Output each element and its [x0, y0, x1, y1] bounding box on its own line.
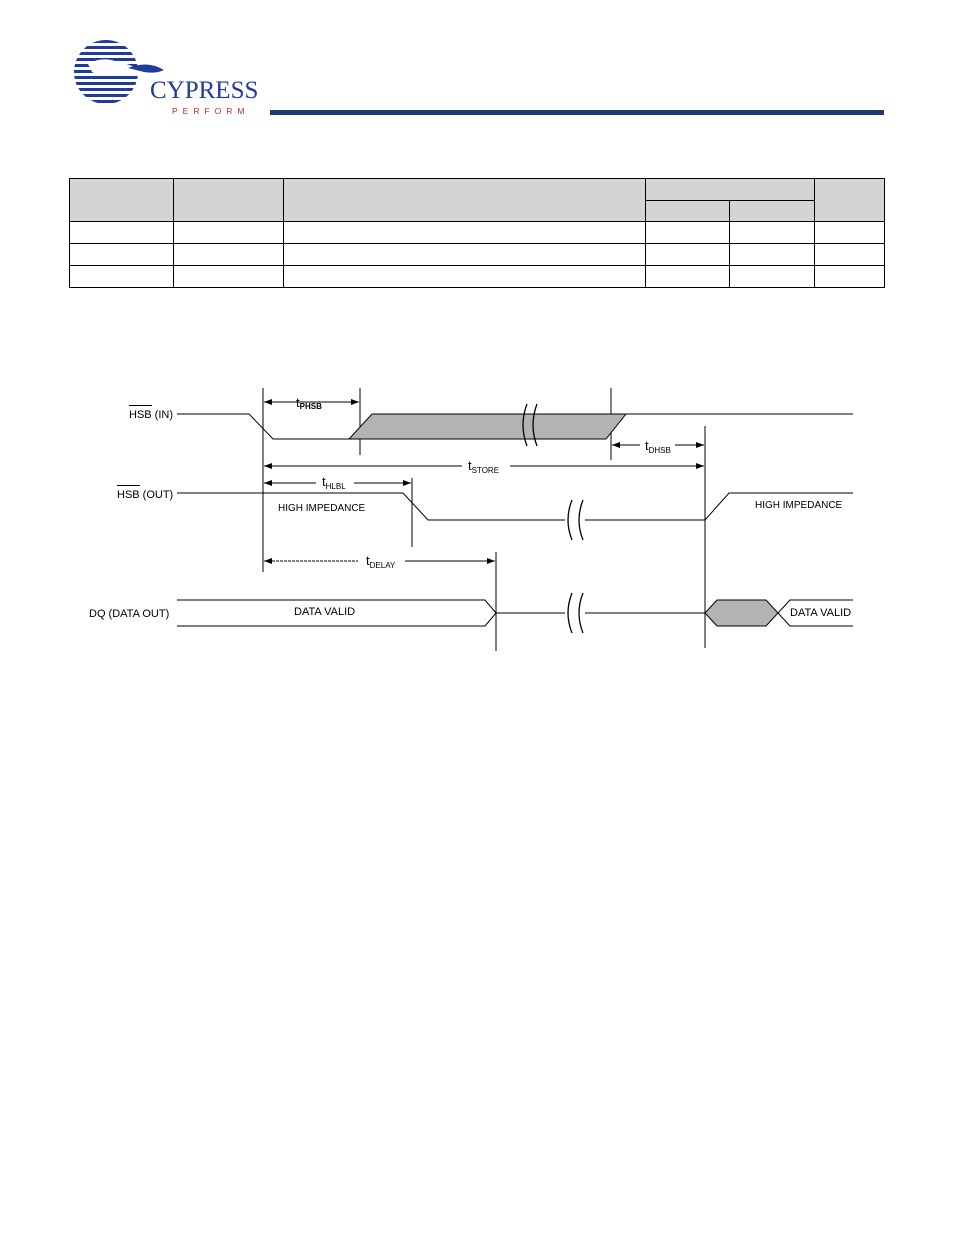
hsb-timing-diagram — [0, 370, 954, 670]
signal-label-dq: DQ (DATA OUT) — [89, 608, 170, 620]
table-row — [70, 244, 885, 266]
table-cell — [174, 266, 284, 288]
table-header-cell — [815, 179, 885, 222]
table-header-cell — [646, 201, 730, 222]
high-impedance-label: HIGH IMPEDANCE — [278, 503, 366, 514]
table-cell — [284, 266, 646, 288]
table-cell — [70, 222, 174, 244]
table-cell — [174, 244, 284, 266]
signal-label-hsb-out: HSB (OUT) — [117, 489, 174, 501]
table-row — [70, 266, 885, 288]
data-valid-label: DATA VALID — [294, 606, 356, 618]
table-header-cell — [284, 179, 646, 222]
signal-label-hsb-in: HSB (IN) — [129, 409, 173, 421]
table-cell — [815, 266, 885, 288]
break-symbol — [568, 500, 583, 540]
table-cell — [730, 222, 815, 244]
thlbl-label: $t_{HLBL}$ — [322, 474, 346, 491]
high-impedance-label: HIGH IMPEDANCE — [755, 500, 843, 511]
table-cell — [815, 244, 885, 266]
data-valid-label: DATA VALID — [790, 607, 852, 619]
table-cell — [646, 222, 730, 244]
tphsb-label: tPHSB — [296, 395, 322, 411]
logo-tagline: PERFORM — [172, 106, 250, 116]
break-symbol — [568, 593, 583, 633]
table-cell — [284, 244, 646, 266]
cypress-logo — [68, 40, 258, 120]
header-rule — [270, 110, 884, 115]
table-cell — [70, 244, 174, 266]
table-cell — [174, 222, 284, 244]
tdelay-label: $t_{DELAY}$ — [366, 553, 396, 570]
table-cell — [646, 244, 730, 266]
table-cell — [284, 222, 646, 244]
tdhsb-label: $t_{DHSB}$ — [645, 438, 671, 455]
table-header-cell — [646, 179, 815, 201]
table-cell — [730, 266, 815, 288]
table-row — [70, 222, 885, 244]
spec-table — [69, 178, 885, 288]
logo-wordmark: CYPRESS — [150, 77, 258, 104]
hsb-out-waveform — [177, 493, 565, 520]
table-header-cell — [730, 201, 815, 222]
dq-shaded-invalid — [705, 600, 778, 626]
table-cell — [70, 266, 174, 288]
table-cell — [646, 266, 730, 288]
table-cell — [815, 222, 885, 244]
hsb-in-shaded-transition — [349, 414, 626, 439]
globe-icon — [68, 40, 148, 110]
table-header-row — [70, 179, 885, 201]
tstore-label: $t_{STORE}$ — [468, 458, 500, 475]
table-cell — [730, 244, 815, 266]
table-header-cell — [70, 179, 174, 222]
table-header-cell — [174, 179, 284, 222]
